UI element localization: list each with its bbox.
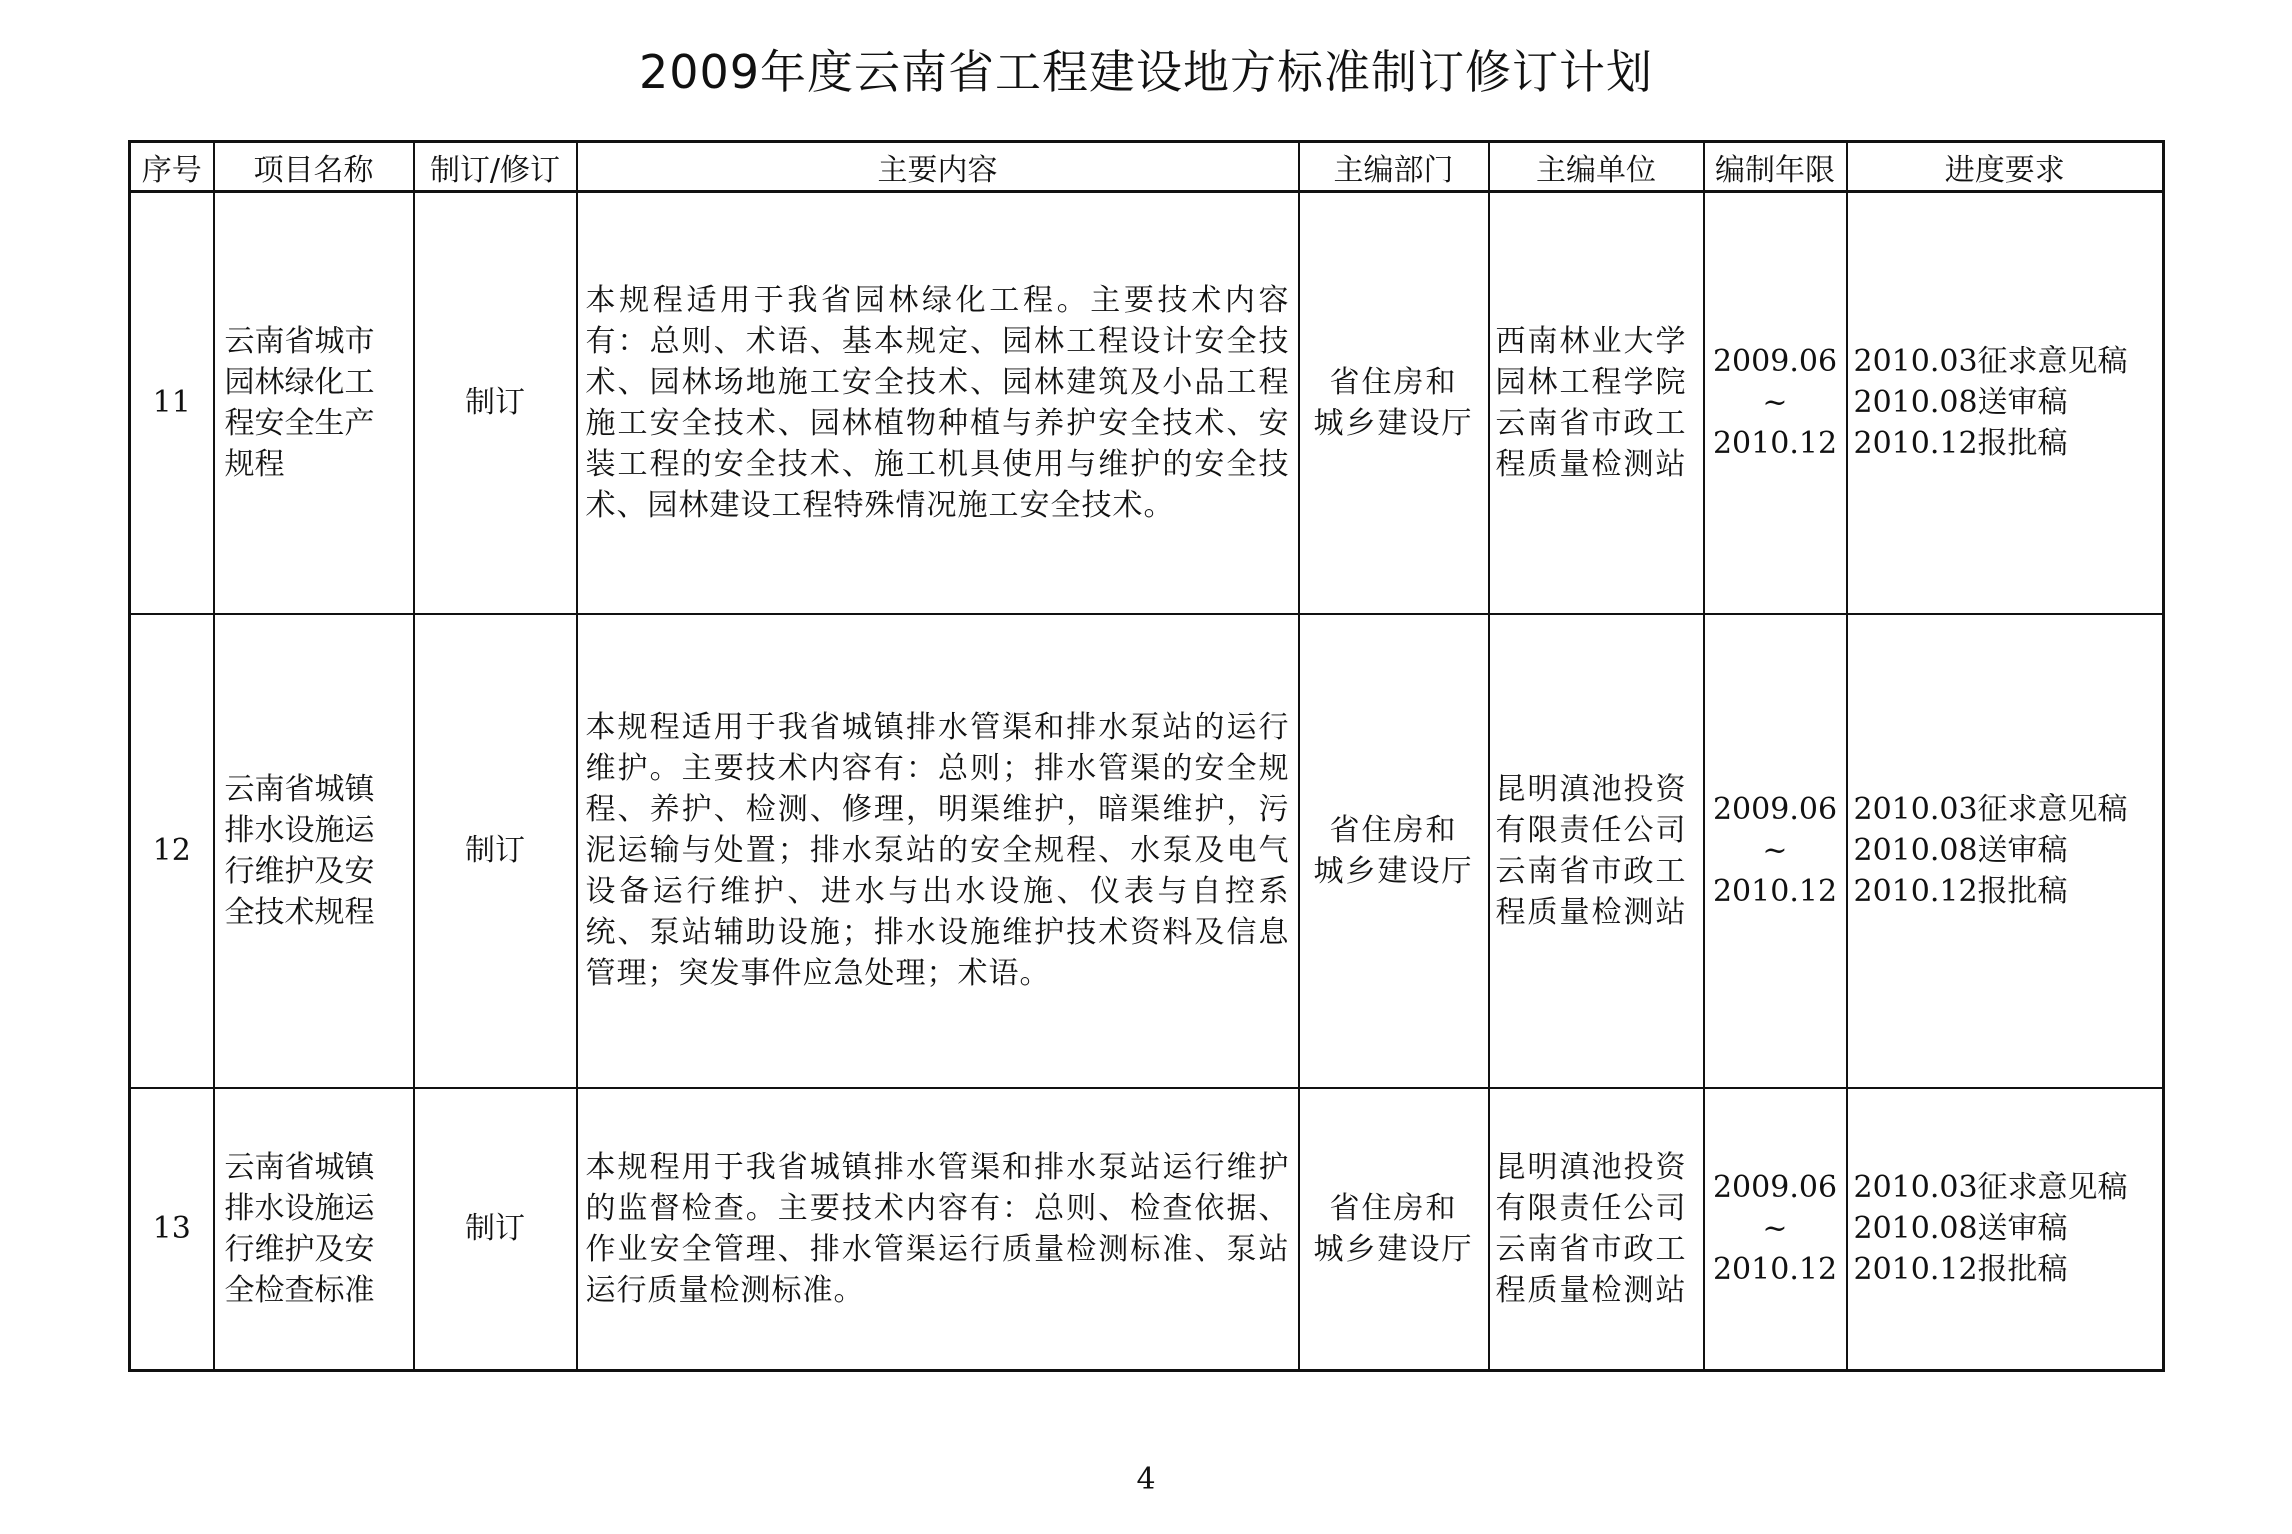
cell-unit [1489, 614, 1704, 1088]
cell-type: 制订 [414, 192, 577, 614]
progress-line: 2010.08送审稿 [1853, 1211, 2068, 1247]
period-line: 2009.06 [1712, 344, 1838, 380]
dept-line: 城乡建设厅 [1313, 1231, 1474, 1267]
period-line: 2009.06 [1712, 792, 1838, 827]
name-line: 程安全生产 [224, 405, 375, 441]
progress-line: 2010.03征求意见稿 [1853, 792, 2128, 827]
unit-line: 云南省市政工 [1495, 1231, 1688, 1267]
period-line: 2009.06 [1712, 1170, 1838, 1206]
cell-type: 制订 [414, 614, 577, 1088]
cell-progress [1847, 192, 2164, 614]
header-seq: 序号 [130, 142, 214, 192]
name-line: 规程 [224, 446, 285, 482]
unit-line: 昆明滇池投资 [1495, 1149, 1688, 1185]
table-row [130, 192, 2164, 614]
cell-progress [1847, 614, 2164, 1088]
name-line: 全检查标准 [224, 1272, 375, 1308]
progress-line: 2010.12报批稿 [1853, 874, 2068, 909]
progress-line: 2010.08送审稿 [1853, 833, 2068, 868]
unit-line: 云南省市政工 [1495, 405, 1688, 441]
period-line: 2010.12 [1712, 874, 1838, 909]
cell-unit [1489, 192, 1704, 614]
cell-type: 制订 [414, 1088, 577, 1371]
header-department: 主编部门 [1299, 142, 1489, 192]
unit-line: 程质量检测站 [1495, 1272, 1688, 1308]
header-project-name: 项目名称 [214, 142, 414, 192]
cell-project-name [214, 192, 414, 614]
table-row [130, 1088, 2164, 1371]
page-number: 4 [1136, 1462, 1156, 1497]
unit-line: 园林工程学院 [1495, 364, 1688, 400]
cell-seq: 13 [130, 1088, 214, 1371]
table-header-row [130, 142, 2164, 192]
cell-period [1704, 192, 1847, 614]
header-content: 主要内容 [577, 142, 1299, 192]
period-line: 2010.12 [1712, 426, 1838, 462]
header-progress: 进度要求 [1847, 142, 2164, 192]
standards-plan-table [128, 140, 2165, 1372]
name-line: 云南省城市 [224, 323, 375, 359]
cell-content: 本规程适用于我省城镇排水管渠和排水泵站的运行维护。主要技术内容有：总则；排水管渠的安全规程、养护、检测、修理，明渠维护，暗渠维护，污泥运输与处置；排水泵站的安全规程、水泵及电气设备运行维护、进水与出水设施、仪表与自控系统、泵站辅助设施；排水设施维护技术资料及信息管理；突发事件应急处理；术语。 [577, 614, 1299, 1088]
dept-line: 省住房和 [1329, 1190, 1458, 1226]
period-line: ~ [1762, 385, 1788, 421]
unit-line: 程质量检测站 [1495, 894, 1688, 930]
period-line: 2010.12 [1712, 1252, 1838, 1288]
name-line: 排水设施运 [224, 1190, 375, 1226]
period-line: ~ [1762, 1211, 1788, 1247]
header-unit: 主编单位 [1489, 142, 1704, 192]
unit-line: 有限责任公司 [1495, 812, 1688, 848]
unit-line: 西南林业大学 [1495, 323, 1688, 359]
name-line: 云南省城镇 [224, 1149, 375, 1185]
progress-line: 2010.08送审稿 [1853, 385, 2068, 421]
name-line: 全技术规程 [224, 894, 375, 930]
cell-project-name [214, 1088, 414, 1371]
cell-department [1299, 614, 1489, 1088]
cell-seq: 12 [130, 614, 214, 1088]
table-row [130, 614, 2164, 1088]
cell-department [1299, 192, 1489, 614]
progress-line: 2010.03征求意见稿 [1853, 344, 2128, 380]
cell-department [1299, 1088, 1489, 1371]
cell-seq: 11 [130, 192, 214, 614]
cell-project-name [214, 614, 414, 1088]
cell-period [1704, 1088, 1847, 1371]
dept-line: 城乡建设厅 [1313, 853, 1474, 889]
progress-line: 2010.12报批稿 [1853, 426, 2068, 462]
header-type: 制订/修订 [414, 142, 577, 192]
unit-line: 有限责任公司 [1495, 1190, 1688, 1226]
dept-line: 省住房和 [1329, 364, 1458, 400]
progress-line: 2010.12报批稿 [1853, 1252, 2068, 1288]
document-title: 2009年度云南省工程建设地方标准制订修订计划 [638, 45, 1654, 99]
cell-content: 本规程用于我省城镇排水管渠和排水泵站运行维护的监督检查。主要技术内容有：总则、检查依据、作业安全管理、排水管渠运行质量检测标准、泵站运行质量检测标准。 [577, 1088, 1299, 1371]
dept-line: 城乡建设厅 [1313, 405, 1474, 441]
name-line: 行维护及安 [224, 853, 375, 889]
cell-progress [1847, 1088, 2164, 1371]
period-line: ~ [1762, 833, 1788, 868]
progress-line: 2010.03征求意见稿 [1853, 1170, 2128, 1206]
unit-line: 云南省市政工 [1495, 853, 1688, 889]
cell-content: 本规程适用于我省园林绿化工程。主要技术内容有：总则、术语、基本规定、园林工程设计安全技术、园林场地施工安全技术、园林建筑及小品工程施工安全技术、园林植物种植与养护安全技术、安装工程的安全技术、施工机具使用与维护的安全技术、园林建设工程特殊情况施工安全技术。 [577, 192, 1299, 614]
cell-unit [1489, 1088, 1704, 1371]
unit-line: 昆明滇池投资 [1495, 771, 1688, 807]
name-line: 行维护及安 [224, 1231, 375, 1267]
name-line: 排水设施运 [224, 812, 375, 848]
unit-line: 程质量检测站 [1495, 446, 1688, 482]
cell-period [1704, 614, 1847, 1088]
name-line: 园林绿化工 [224, 364, 375, 400]
dept-line: 省住房和 [1329, 812, 1458, 848]
header-period: 编制年限 [1704, 142, 1847, 192]
name-line: 云南省城镇 [224, 771, 375, 807]
